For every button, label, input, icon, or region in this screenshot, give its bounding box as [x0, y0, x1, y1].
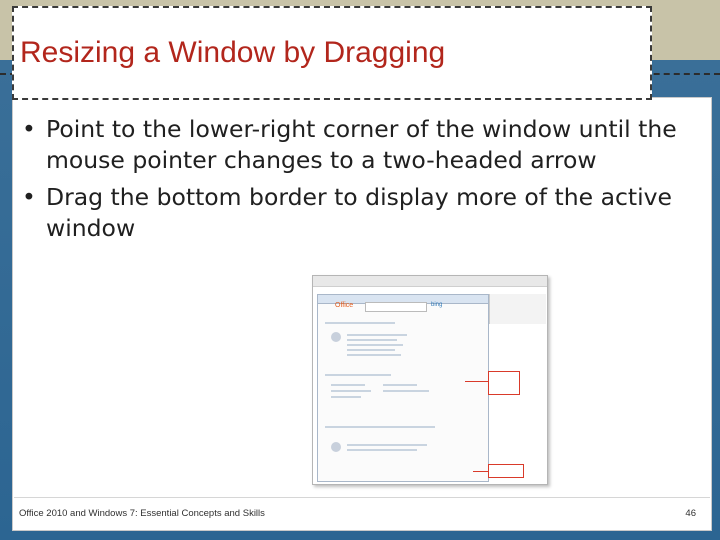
screenshot-text-line	[347, 354, 401, 356]
screenshot-text-line	[331, 384, 365, 386]
screenshot-text-line	[347, 339, 397, 341]
screenshot-text-line	[347, 344, 403, 346]
screenshot-thumbnail	[331, 332, 341, 342]
screenshot-text-line	[347, 349, 395, 351]
screenshot-text-line	[347, 334, 407, 336]
screenshot-text-line	[347, 449, 417, 451]
screenshot-text-line	[325, 374, 391, 376]
screenshot-ribbon-area	[489, 294, 546, 324]
screenshot-text-line	[383, 384, 417, 386]
screenshot-text-line	[325, 322, 395, 324]
screenshot-callout-pointer	[465, 381, 488, 382]
screenshot-callout	[488, 464, 524, 478]
screenshot-bing-logo: bing	[431, 302, 443, 308]
screenshot-text-line	[325, 426, 435, 428]
screenshot-callout	[488, 371, 520, 395]
screenshot-caption-bar	[313, 276, 547, 287]
screenshot-text-line	[331, 390, 371, 392]
bullet-list	[22, 114, 702, 250]
screenshot-text-line	[383, 390, 429, 392]
screenshot-footer-icon	[331, 442, 341, 452]
window-screenshot	[312, 275, 548, 485]
screenshot-search-box	[365, 302, 427, 312]
slide-footer	[14, 497, 710, 530]
footer-text: Office 2010 and Windows 7: Essential Concepts and Skills	[19, 508, 265, 519]
screenshot-text-line	[331, 396, 361, 398]
page-number: 46	[685, 508, 696, 519]
screenshot-text-line	[347, 444, 427, 446]
screenshot-office-logo: Office	[335, 302, 354, 309]
bullet-item: • Point to the lower-right corner of the window until the mouse pointer changes to a two-headed arrow	[22, 114, 702, 176]
bullet-item: • Drag the bottom border to display more of the active window	[22, 182, 702, 244]
screenshot-callout-pointer	[473, 471, 488, 472]
slide-title: Resizing a Window by Dragging	[20, 36, 446, 69]
